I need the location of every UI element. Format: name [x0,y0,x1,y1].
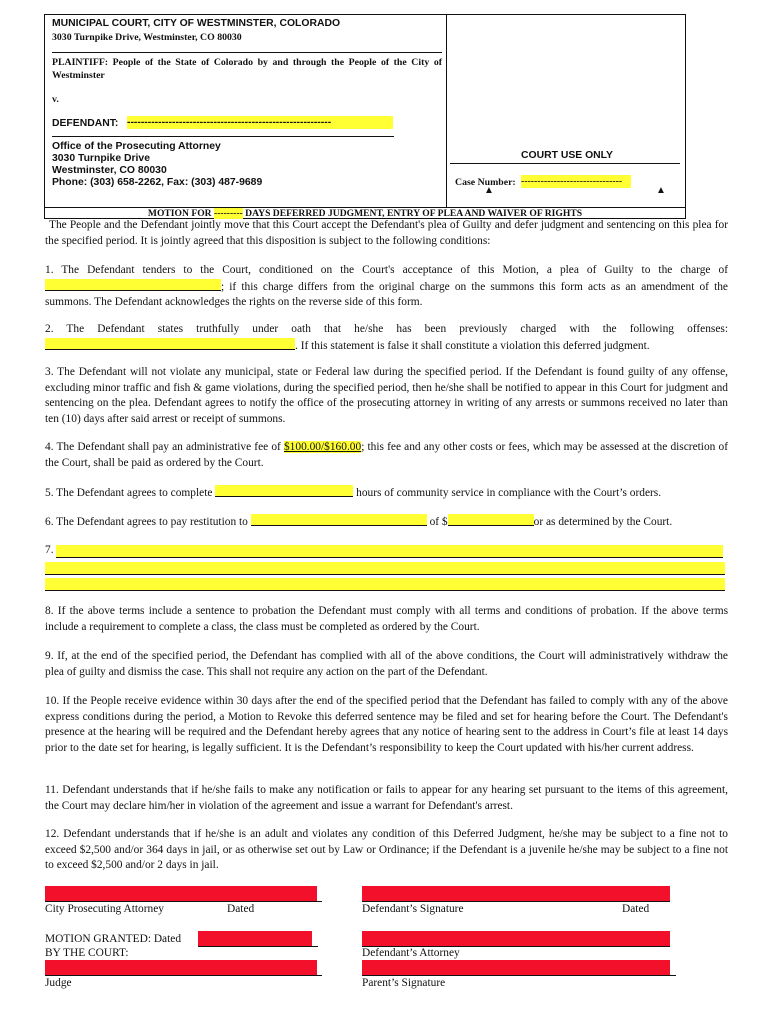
item-6-text-a: 6. The Defendant agrees to pay restitution to [45,516,248,528]
parent-signature-label: Parent’s Signature [362,977,446,989]
item-4-text-a: 4. The Defendant shall pay an administrative fee of [45,441,281,453]
caption-divider [446,14,447,207]
item-1-text-b: ; if this charge differs from the original charge on the summons this form acts as an amendment of the summons. The Defendant acknowledges the rights on the reverse side of this form. [45,280,728,309]
item-6 [45,514,728,531]
defendant-signature-rule [362,901,670,902]
motion-granted-date-field[interactable] [198,931,312,946]
item-4 [45,440,728,471]
parent-signature-field[interactable] [362,960,670,975]
item-4-text-b: ; this fee and any other costs or fees, which may be assessed at the discretion of the Court, shall be paid as ordered by the Court. [45,441,728,469]
restitution-payee-field[interactable] [251,514,427,526]
defendant-attorney-label: Defendant’s Attorney [362,947,460,959]
item-5-text-b: hours of community service in compliance with the Court’s orders. [356,487,662,499]
motion-granted-label: MOTION GRANTED: Dated [45,933,182,945]
item-11: 11. Defendant understands that if he/she fails to make any notification or fails to appear for any hearing set pursuant to the items of this agreement, the Court may declare him/her in violation of the agreement and issue a warrant for Defendant's arrest. [45,784,728,812]
up-triangle-icon: ▲ [484,185,494,196]
item-6-text-c: or as determined by the Court. [533,516,673,528]
item-2-text-b: . If this statement is false it shall constitute a violation this deferred judgment. [295,339,650,352]
case-number-field[interactable]: ------------------------------- [521,175,631,188]
restitution-amount-field[interactable] [448,514,534,526]
community-service-hours-field[interactable] [215,485,353,497]
judge-signature-rule [45,975,322,976]
item-5-text-a: 5. The Defendant agrees to complete [45,487,213,499]
office-city: Westminster, CO 80030 [52,165,167,176]
defendant-rule [52,136,394,137]
item-3: 3. The Defendant will not violate any municipal, state or Federal law during the specified period. If the Defendant is found guilty of any offense, excluding minor traffic and fish & game violations, during the specified period, then he/she shall be notified to appear in this Court for judgment and sentencing on the plea. Defendant agrees to notify the office of the prosecuting attorney in writing of any arrests or summons received no later than ten (10) days after said arrest or receipt of summons. [45,366,728,425]
court-use-rule [450,163,680,164]
item-1 [45,263,728,311]
item-7-line-2[interactable] [45,562,725,575]
city-prosecuting-attorney-label: City Prosecuting Attorney [45,903,164,915]
item-5 [45,485,728,502]
judge-signature-field[interactable] [45,960,317,975]
item-1-text-a: 1. The Defendant tenders to the Court, conditioned on the Court's acceptance of this Motion, a plea of Guilty to the charge of [45,264,728,276]
by-the-court-label: BY THE COURT: [45,947,129,959]
court-address: 3030 Turnpike Drive, Westminster, CO 80030 [52,32,242,43]
item-10: 10. If the People receive evidence within 30 days after the end of the specified period that the Defendant has failed to comply with any of the above express conditions during the period, a Motion to Revoke this deferred sentence may be filed and set for hearing before the Court. The Defendant's presence at the hearing will be required and the Defendant hereby agrees that any notice of hearing sent to the address in Court’s file at least 14 days prior to the date set for hearing, is legally sufficient. It is the Defendant’s responsibility to keep the Court updated with his/her current address. [45,695,728,754]
item-7-line-1[interactable] [56,545,723,558]
admin-fee-field[interactable]: $100.00/$160.00 [283,441,362,453]
item-12: 12. Defendant understands that if he/she is an adult and violates any condition of this Deferred Judgment, he/she may be subject to a fine not to exceed $2,500 and/or 364 days in jail, or as otherwise set out by Law or Ordinance; if the Defendant is a juvenile he/she may be subject to a fine not to exceed $2,500 and/or 2 days in jail. [45,828,728,872]
case-number-label: Case Number: [455,177,516,188]
defendant-label: DEFENDANT: [52,118,119,129]
prosecutor-signature-field[interactable] [45,886,317,901]
item-2-text-a: 2. The Defendant states truthfully under oath that he/she has been previously charged with the following offenses: [45,323,728,335]
parent-signature-rule [362,975,676,976]
item-9: 9. If, at the end of the specified period, the Defendant has complied with all of the above conditions, the Court will administratively withdraw the plea of guilty and dismiss the case. This shall not require any action on the part of the Defendant. [45,650,728,678]
motion-granted-date-rule [198,946,318,947]
prosecutor-dated-label: Dated [227,903,255,915]
court-rule [52,52,442,53]
judge-label: Judge [45,977,72,989]
charge-field[interactable] [45,279,221,291]
prosecutor-signature-rule [45,901,322,902]
plaintiff-text: PLAINTIFF: People of the State of Colorado by and through the People of the City of Westminster [52,57,442,81]
defendant-name-field[interactable]: ----------------------------------------------------------- [127,116,393,129]
defendant-signature-label: Defendant’s Signature [362,903,464,915]
item-6-text-b: of $ [429,516,448,528]
item-7-line-3[interactable] [45,578,725,591]
prior-offenses-field[interactable] [45,338,295,350]
office-address: 3030 Turnpike Drive [52,153,150,164]
court-name: MUNICIPAL COURT, CITY OF WESTMINSTER, COLORADO [52,18,341,29]
office-phone: Phone: (303) 658-2262, Fax: (303) 487-9689 [52,177,263,188]
item-2 [45,322,728,354]
court-use-only: COURT USE ONLY [521,150,613,161]
motion-title-post: DAYS DEFERRED JUDGMENT, ENTRY OF PLEA AND WAIVER OF RIGHTS [245,208,583,219]
motion-days-field[interactable]: --------- [214,208,243,219]
versus-text: v. [52,94,59,105]
item-7-number: 7. [45,544,54,556]
defendant-attorney-signature-field[interactable] [362,931,670,946]
defendant-signature-field[interactable] [362,886,670,901]
office-name: Office of the Prosecuting Attorney [52,141,221,152]
up-triangle-icon: ▲ [656,185,666,196]
motion-title-pre: MOTION FOR [147,208,212,219]
defendant-dated-label: Dated [622,903,650,915]
intro-paragraph: The People and the Defendant jointly move that this Court accept the Defendant's plea of Guilty and defer judgment and sentencing on this plea for the specified period. It is jointly agreed that this disposition is subject to the following conditions: [45,219,728,247]
item-8: 8. If the above terms include a sentence to probation the Defendant must comply with all terms and conditions of probation. If the above terms include a requirement to complete a class, the class must be completed as ordered by the Court. [45,605,728,633]
